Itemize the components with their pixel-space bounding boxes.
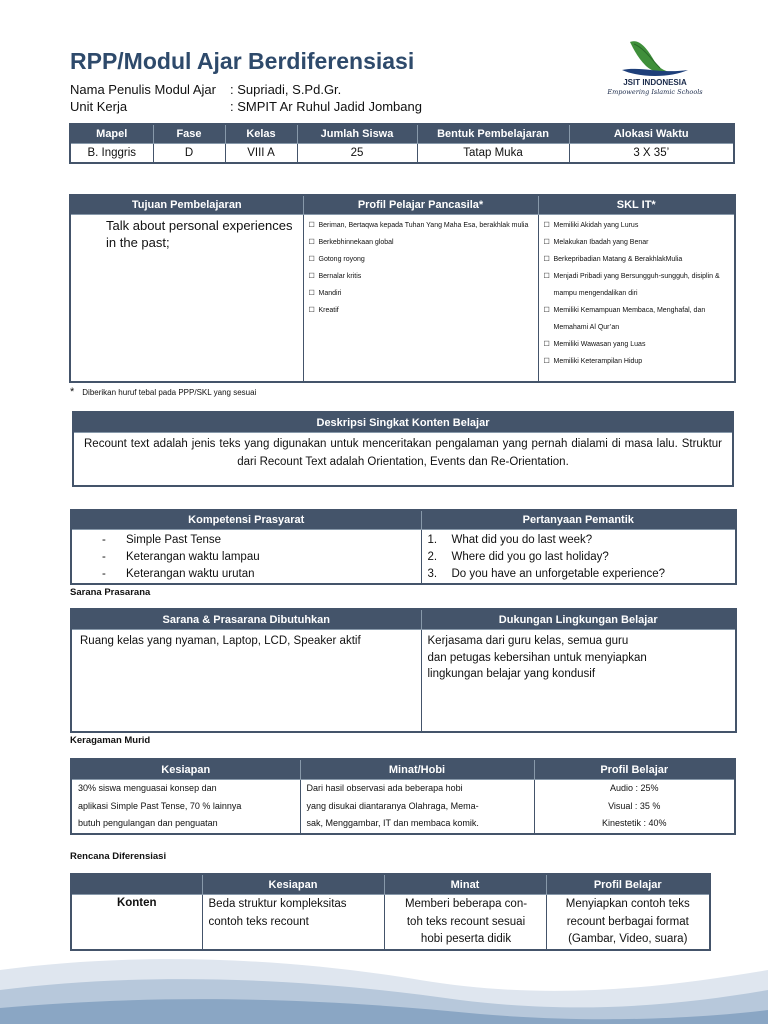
header-jumlah-siswa: Jumlah Siswa — [297, 124, 417, 144]
header-pemantik: Pertanyaan Pemantik — [421, 510, 736, 530]
skl-item: ☐ Memiliki Akidah yang Lurus — [544, 217, 731, 234]
sarana-label: Sarana Prasarana — [70, 587, 151, 598]
header-kesiapan: Kesiapan — [71, 759, 300, 780]
sarana-text: Ruang kelas yang nyaman, Laptop, LCD, Speaker aktif — [71, 630, 421, 732]
value-fase: D — [153, 144, 225, 164]
footer-wave — [0, 950, 768, 1024]
konten-label: Konten — [71, 895, 202, 950]
page-title: RPP/Modul Ajar Berdiferensiasi — [70, 48, 415, 74]
value-kelas: VIII A — [225, 144, 297, 164]
skl-list — [538, 215, 735, 382]
rencana-label: Rencana Diferensiasi — [70, 851, 167, 862]
profil-text: Audio : 25% Visual : 35 % Kinestetik : 40% — [534, 780, 735, 834]
author-line — [70, 82, 342, 97]
list-item: - Keterangan waktu lampau — [102, 551, 260, 563]
checkbox-icon: ☐ — [543, 341, 550, 348]
list-item: 3. Do you have an unforgetable experience? — [427, 568, 666, 580]
checkbox-icon: ☐ — [543, 273, 550, 280]
jsit-logo — [600, 30, 710, 100]
footnote-text: Diberikan huruf tebal pada PPP/SKL yang sesuai — [82, 388, 257, 397]
kesiapan-text: 30% siswa menguasai konsep dan aplikasi Simple Past Tense, 70 % lainnya butuh pengulangan dan penguatan — [71, 780, 300, 834]
unit-line — [70, 99, 422, 114]
deskripsi-header: Deskripsi Singkat Konten Belajar — [73, 412, 733, 433]
footnote — [70, 386, 256, 398]
author-label: Nama Penulis Modul Ajar — [70, 82, 216, 97]
checkbox-icon: ☐ — [308, 290, 315, 297]
header-profil-belajar: Profil Belajar — [546, 874, 710, 895]
pancasila-list — [303, 215, 538, 382]
goals-header-row — [70, 195, 735, 215]
logo-tagline: Empowering Islamic Schools — [607, 88, 703, 96]
list-item: - Keterangan waktu urutan — [102, 568, 255, 580]
checkbox-icon: ☐ — [543, 256, 550, 263]
pancasila-item: ☐ Berkebhinnekaan global — [309, 234, 534, 251]
checkbox-icon: ☐ — [543, 239, 550, 246]
header-profil-belajar: Profil Belajar — [534, 759, 735, 780]
header-dukungan: Dukungan Lingkungan Belajar — [421, 609, 736, 630]
skl-item: ☐ Memiliki Wawasan yang Luas — [544, 336, 731, 353]
header-bentuk-pembelajaran: Bentuk Pembelajaran — [417, 124, 569, 144]
checkbox-icon: ☐ — [308, 273, 315, 280]
rencana-profil: Menyiapkan contoh teks recount berbagai format (Gambar, Video, suara) — [546, 895, 710, 950]
header-tujuan: Tujuan Pembelajaran — [70, 195, 303, 215]
rencana-table — [70, 873, 711, 951]
value-jumlah-siswa: 25 — [297, 144, 417, 164]
checkbox-icon: ☐ — [308, 239, 315, 246]
skl-item: ☐ Memiliki Kemampuan Membaca, Menghafal, dan Memahami Al Qur’an — [544, 302, 731, 336]
list-item: - Simple Past Tense — [102, 534, 222, 546]
pancasila-item: ☐ Kreatif — [309, 302, 534, 319]
keragaman-table — [70, 758, 736, 835]
pemantik-list — [421, 530, 736, 585]
header-minat-hobi: Minat/Hobi — [300, 759, 534, 780]
unit-label: Unit Kerja — [70, 99, 128, 114]
value-alokasi-waktu: 3 X 35’ — [569, 144, 734, 164]
header-fase: Fase — [153, 124, 225, 144]
pancasila-item: ☐ Beriman, Bertaqwa kepada Tuhan Yang Maha Esa, berakhlak mulia — [309, 217, 534, 234]
header-alokasi-waktu: Alokasi Waktu — [569, 124, 734, 144]
header-pancasila: Profil Pelajar Pancasila* — [303, 195, 538, 215]
deskripsi-table — [72, 411, 734, 487]
value-bentuk-pembelajaran: Tatap Muka — [417, 144, 569, 164]
checkbox-icon: ☐ — [308, 256, 315, 263]
goals-table — [69, 194, 736, 383]
header-mapel: Mapel — [70, 124, 153, 144]
checkbox-icon: ☐ — [543, 307, 550, 314]
rencana-kesiapan: Beda struktur kompleksitas contoh teks recount — [202, 895, 384, 950]
author-value: : Supriadi, S.Pd.Gr. — [230, 82, 342, 97]
info-header-row — [70, 124, 734, 144]
checkbox-icon: ☐ — [308, 222, 315, 229]
pancasila-item: ☐ Bernalar kritis — [309, 268, 534, 285]
list-item: 2. Where did you go last holiday? — [427, 551, 609, 563]
feather-icon — [600, 30, 710, 80]
prasyarat-list — [71, 530, 421, 585]
minat-text: Dari hasil observasi ada beberapa hobi yang disukai diantaranya Olahraga, Mema- sak, Menggambar, IT dan membaca komik. — [300, 780, 534, 834]
checkbox-icon: ☐ — [543, 358, 550, 365]
checkbox-icon: ☐ — [308, 307, 315, 314]
info-value-row — [70, 144, 734, 164]
checkbox-icon: ☐ — [543, 222, 550, 229]
skl-item: ☐ Melakukan Ibadah yang Benar — [544, 234, 731, 251]
keragaman-label: Keragaman Murid — [70, 735, 151, 746]
info-table — [69, 123, 735, 164]
footnote-marker: * — [70, 386, 75, 398]
skl-item: ☐ Menjadi Pribadi yang Bersungguh-sungguh, disiplin & mampu mengendalikan diri — [544, 268, 731, 302]
pancasila-item: ☐ Gotong royong — [309, 251, 534, 268]
header-minat: Minat — [384, 874, 546, 895]
header-blank — [71, 874, 202, 895]
unit-value: : SMPIT Ar Ruhul Jadid Jombang — [230, 99, 422, 114]
list-item: 1. What did you do last week? — [427, 534, 593, 546]
goals-body-row — [70, 215, 735, 382]
logo-name: JSIT INDONESIA — [623, 78, 687, 87]
header-skl: SKL IT* — [538, 195, 735, 215]
header-kompetensi: Kompetensi Prasyarat — [71, 510, 421, 530]
rencana-minat: Memberi beberapa con- toh teks recount sesuai hobi peserta didik — [384, 895, 546, 950]
kompetensi-table — [70, 509, 737, 585]
tujuan-text: Talk about personal experiences in the past; — [70, 215, 303, 382]
skl-item: ☐ Berkepribadian Matang & BerakhlakMulia — [544, 251, 731, 268]
header-kesiapan: Kesiapan — [202, 874, 384, 895]
skl-item: ☐ Memiliki Keterampilan Hidup — [544, 353, 731, 370]
header-sarana: Sarana & Prasarana Dibutuhkan — [71, 609, 421, 630]
deskripsi-text: Recount text adalah jenis teks yang digunakan untuk menceritakan pengalaman yang pernah dialami di masa lalu. Struktur dari Recount Text adalah Orientation, Events dan Re-Orientation. — [73, 433, 733, 486]
sarana-table — [70, 608, 737, 733]
value-mapel: B. Inggris — [70, 144, 153, 164]
header-kelas: Kelas — [225, 124, 297, 144]
pancasila-item: ☐ Mandiri — [309, 285, 534, 302]
dukungan-text: Kerjasama dari guru kelas, semua guru dan petugas kebersihan untuk menyiapkan lingkungan belajar yang kondusif — [421, 630, 736, 732]
